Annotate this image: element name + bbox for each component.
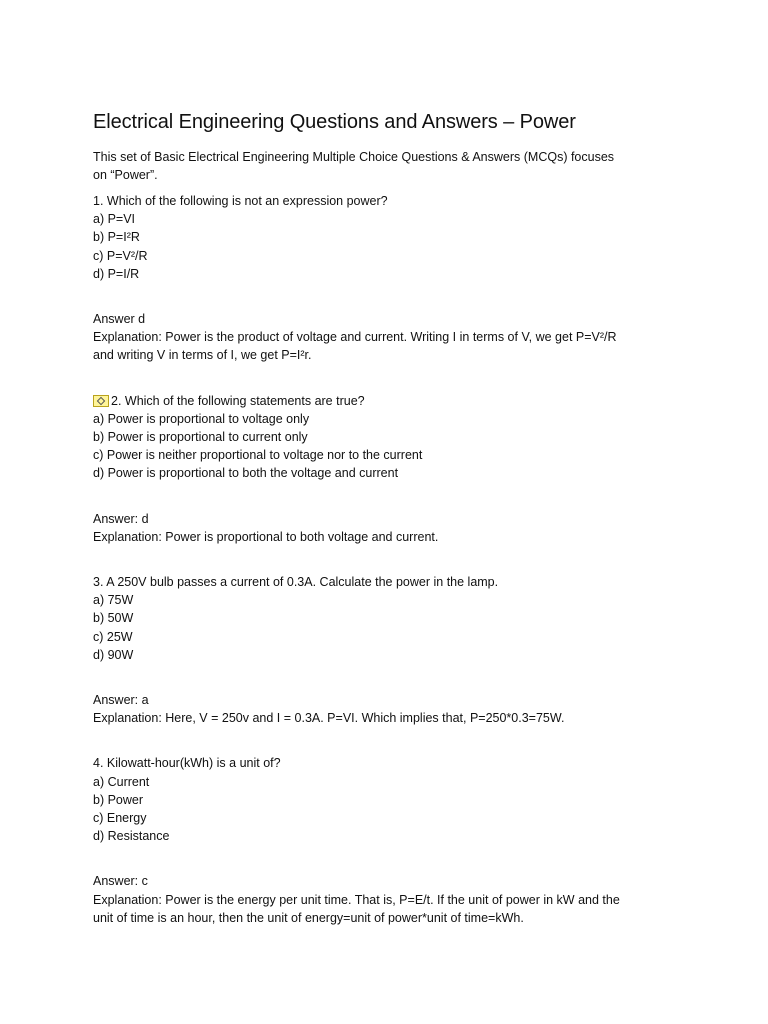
explanation-line-2: and writing V in terms of I, we get P=I²r. xyxy=(93,348,312,363)
question-row xyxy=(93,392,693,410)
option-a: a) P=VI xyxy=(93,212,136,227)
answer-block-2 xyxy=(93,510,693,546)
answer-text: Answer: a xyxy=(93,693,149,708)
explanation-line-1: Explanation: Power is the energy per unit time. That is, P=E/t. If the unit of power in kW and the xyxy=(93,892,620,907)
option-a: a) Power is proportional to voltage only xyxy=(93,411,310,426)
explanation-line-2: unit of time is an hour, then the unit of energy=unit of power*unit of time=kWh. xyxy=(93,910,524,925)
question-text: 2. Which of the following statements are true? xyxy=(111,393,365,408)
question-block-4 xyxy=(93,754,693,845)
option-c: c) P=V²/R xyxy=(93,248,148,263)
question-text: 1. Which of the following is not an expression power? xyxy=(93,194,388,208)
option-d: d) Resistance xyxy=(93,829,170,844)
intro-paragraph xyxy=(93,148,693,184)
option-d: d) P=I/R xyxy=(93,266,140,281)
option-c: c) 25W xyxy=(93,629,133,644)
document-page xyxy=(93,108,693,927)
explanation-line-1: Explanation: Here, V = 250v and I = 0.3A. P=VI. Which implies that, P=250*0.3=75W. xyxy=(93,711,565,726)
answer-block-3 xyxy=(93,691,693,727)
explanation-line-1: Explanation: Power is proportional to both voltage and current. xyxy=(93,529,439,544)
option-b: b) Power is proportional to current only xyxy=(93,430,308,445)
option-d: d) Power is proportional to both the voltage and current xyxy=(93,466,399,481)
question-block-1 xyxy=(93,192,693,283)
option-b: b) 50W xyxy=(93,611,134,626)
question-text: 3. A 250V bulb passes a current of 0.3A. Calculate the power in the lamp. xyxy=(93,575,499,590)
option-b: b) P=I²R xyxy=(93,230,140,245)
answer-text: Answer d xyxy=(93,312,146,327)
question-block-2 xyxy=(93,392,693,483)
answer-block-4 xyxy=(93,872,693,927)
explanation-line-1: Explanation: Power is the product of voltage and current. Writing I in terms of V, we get P=V²/R xyxy=(93,330,617,345)
option-a: a) Current xyxy=(93,774,150,789)
option-b: b) Power xyxy=(93,792,144,807)
answer-text: Answer: c xyxy=(93,874,148,889)
intro-line-1: This set of Basic Electrical Engineering Multiple Choice Questions & Answers (MCQs) focuses xyxy=(93,150,615,164)
page-title: Electrical Engineering Questions and Answers – Power xyxy=(93,111,576,133)
intro-line-2: on “Power”. xyxy=(93,168,158,182)
question-text: 4. Kilowatt-hour(kWh) is a unit of? xyxy=(93,756,281,771)
option-c: c) Power is neither proportional to voltage nor to the current xyxy=(93,448,423,463)
sticky-note-icon[interactable] xyxy=(93,395,109,407)
answer-block-1 xyxy=(93,310,693,365)
answer-text: Answer: d xyxy=(93,511,149,526)
option-c: c) Energy xyxy=(93,811,147,826)
option-a: a) 75W xyxy=(93,593,134,608)
option-d: d) 90W xyxy=(93,647,134,662)
question-block-3 xyxy=(93,573,693,664)
